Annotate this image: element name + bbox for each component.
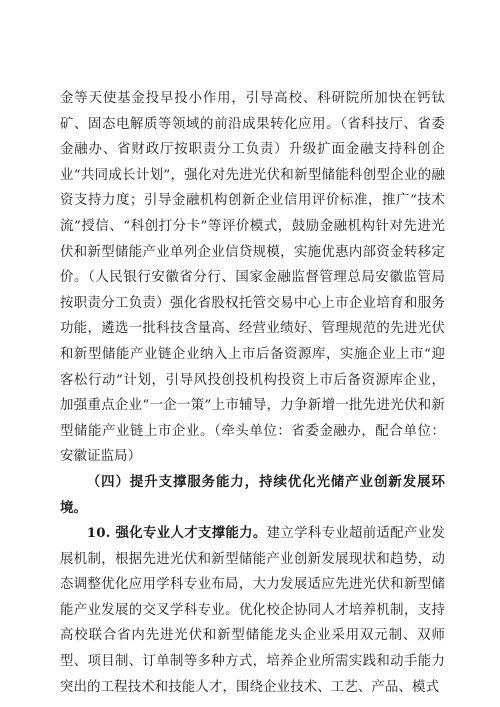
paragraph-1-text: 金等天使基金投早投小作用，引导高校、科研院所加快在钙钛矿、固态电解质等领域的前沿成果转化应用。（省科技厅、省委金融办、省财政厅按职责分工负责）升级扩面金融支持科创企业“共同成长计划”，强化对先进光伏和新型储能科创型企业的融资支持力度；引导金融机构创新企业信用评价标准，推广“技术流”授信、“科创打分卡”等评价模式，鼓励金融机构针对先进光伏和新型储能产业单列企业信贷规模，实施优惠内部资金转移定价。（人民银行安徽省分行、国家金融监督管理总局安徽监管局按职责分工负责）强化省股权托管交易中心上市企业培育和服务功能，遴选一批科技含量高、经营业绩好、管理规范的先进光伏和新型储能产业链企业纳入上市后备资源库，实施企业上市“迎客松行动”计划，引导风投创投机构投资上市后备资源库企业，加强重点企业“一企一策”上市辅导，力争新增一批先进光伏和新型储能产业链上市企业。（牵头单位：省委金融办，配合单位：安徽证监局） — [60, 91, 445, 465]
item-10-lead: 10. 强化专业人才支撑能力。 — [86, 525, 267, 542]
body-paragraph-10 — [60, 521, 445, 700]
paragraph-10-text: 建立学科专业超前适配产业发展机制，根据先进光伏和新型储能产业创新发展现状和趋势，动态调整优化应用学科专业布局，大力发展适应先进光伏和新型储能产业发展的交叉学科专业。优化校企协同人才培养机制，支持高校联合省内先进光伏和新型储能龙头企业采用双元制、双师型、项目制、订单制等多种方式，培养企业所需实践和动手能力突出的工程技术和技能人才，围绕企业技术、工艺、产品、模式 — [60, 526, 445, 695]
section-heading-text: （四）提升支撑服务能力，持续优化光储产业创新发展环境。 — [60, 473, 445, 516]
body-paragraph-1 — [60, 86, 445, 470]
document-page — [60, 86, 445, 700]
section-heading-4 — [60, 470, 445, 521]
